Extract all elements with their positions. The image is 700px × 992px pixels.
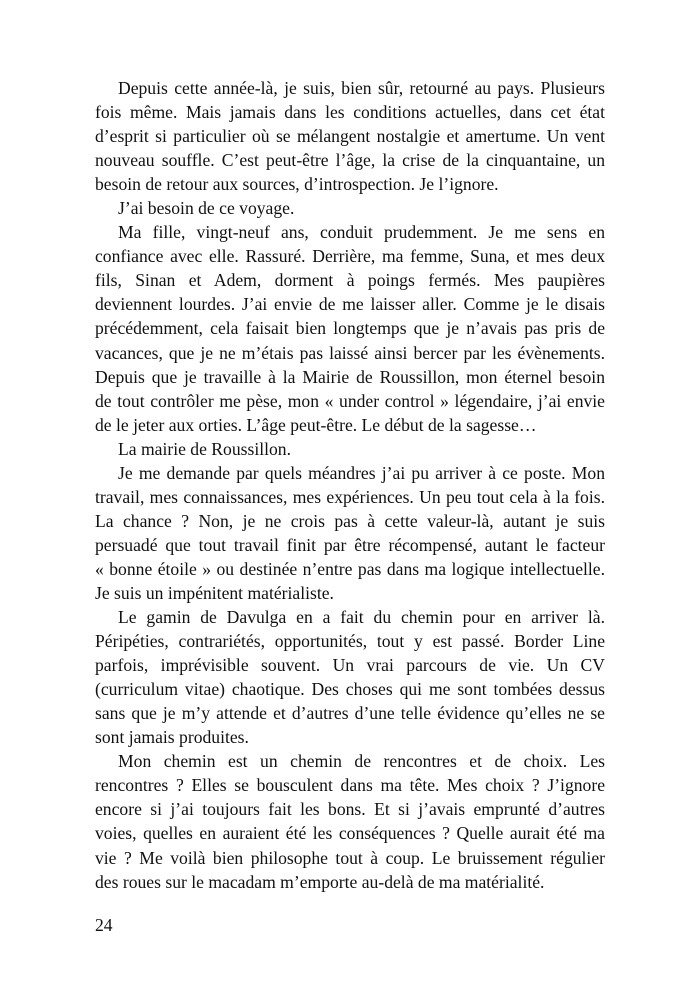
text-line: Mon chemin est un chemin de rencontres et de choix. Les (118, 751, 605, 772)
paragraph (95, 437, 605, 461)
paragraph (95, 605, 605, 749)
text-line: (curriculum vitae) chaotique. Des choses qui me sont tombées dessus (95, 679, 605, 700)
paragraph (95, 76, 605, 196)
paragraph (95, 461, 605, 605)
text-line: La mairie de Roussillon. (118, 438, 291, 459)
text-line: de tout contrôler me pèse, mon « under control » légendaire, j’ai envie (95, 390, 605, 411)
text-line: sont jamais produites. (95, 727, 249, 748)
text-line: besoin de retour aux sources, d’introspection. Je l’ignore. (95, 174, 499, 195)
text-line: fils, Sinan et Adem, dorment à poings fermés. Mes paupières (95, 270, 605, 291)
text-line: Je me demande par quels méandres j’ai pu arriver à ce poste. Mon (118, 462, 605, 483)
text-line: Le gamin de Davulga en a fait du chemin pour en arriver là. (118, 607, 605, 628)
text-line: vacances, que je ne m’étais pas laissé ainsi bercer par les évènements. (95, 342, 605, 363)
text-line: La chance ? Non, je ne crois pas à cette valeur-là, autant je suis (95, 510, 605, 531)
text-line: précédemment, cela faisait bien longtemps que je n’avais pas pris de (95, 318, 605, 339)
text-line: Ma fille, vingt-neuf ans, conduit prudemment. Je me sens en (118, 222, 605, 243)
text-line: Depuis que je travaille à la Mairie de Roussillon, mon éternel besoin (95, 366, 605, 387)
text-line: travail, mes connaissances, mes expériences. Un peu tout cela à la fois. (95, 486, 605, 507)
text-line: fois même. Mais jamais dans les conditions actuelles, dans cet état (95, 102, 605, 123)
text-line: encore si j’ai toujours fait les bons. Et si j’avais emprunté d’autres (95, 799, 605, 820)
text-line: Depuis cette année-là, je suis, bien sûr, retourné au pays. Plusieurs (118, 78, 605, 98)
text-line: Péripéties, contrariétés, opportunités, tout y est passé. Border Line (95, 631, 605, 652)
text-line: J’ai besoin de ce voyage. (118, 198, 295, 219)
text-line: persuadé que tout travail finit par être récompensé, autant le facteur (95, 534, 605, 555)
paragraph (95, 749, 605, 893)
text-line: confiance avec elle. Rassuré. Derrière, ma femme, Suna, et mes deux (95, 246, 605, 267)
text-line: voies, quelles en auraient été les conséquences ? Quelle aurait été ma (95, 823, 605, 844)
text-line: vie ? Me voilà bien philosophe tout à coup. Le bruissement régulier (95, 847, 605, 868)
paragraph (95, 196, 605, 220)
text-line: « bonne étoile » ou destinée n’entre pas dans ma logique intellectuelle. (95, 558, 605, 579)
text-line: parfois, imprévisible souvent. Un vrai parcours de vie. Un CV (95, 655, 605, 676)
text-line: sans que je m’y attende et d’autres d’une telle évidence qu’elles ne se (95, 703, 605, 724)
page-number: 24 (95, 915, 113, 935)
text-line: des roues sur le macadam m’emporte au-delà de ma matérialité. (95, 871, 545, 892)
text-line: deviennent lourdes. J’ai envie de me laisser aller. Comme je le disais (95, 294, 605, 315)
paragraph (95, 220, 605, 436)
text-line: de le jeter aux orties. L’âge peut-être. Le début de la sagesse… (95, 414, 537, 435)
text-line: Je suis un impénitent matérialiste. (95, 582, 334, 603)
text-line: rencontres ? Elles se bousculent dans ma tête. Mes choix ? J’ignore (95, 775, 605, 796)
body-text (95, 76, 605, 894)
text-line: d’esprit si particulier où se mélangent nostalgie et amertume. Un vent (95, 126, 605, 147)
text-line: nouveau souffle. C’est peut-être l’âge, la crise de la cinquantaine, un (95, 150, 605, 171)
